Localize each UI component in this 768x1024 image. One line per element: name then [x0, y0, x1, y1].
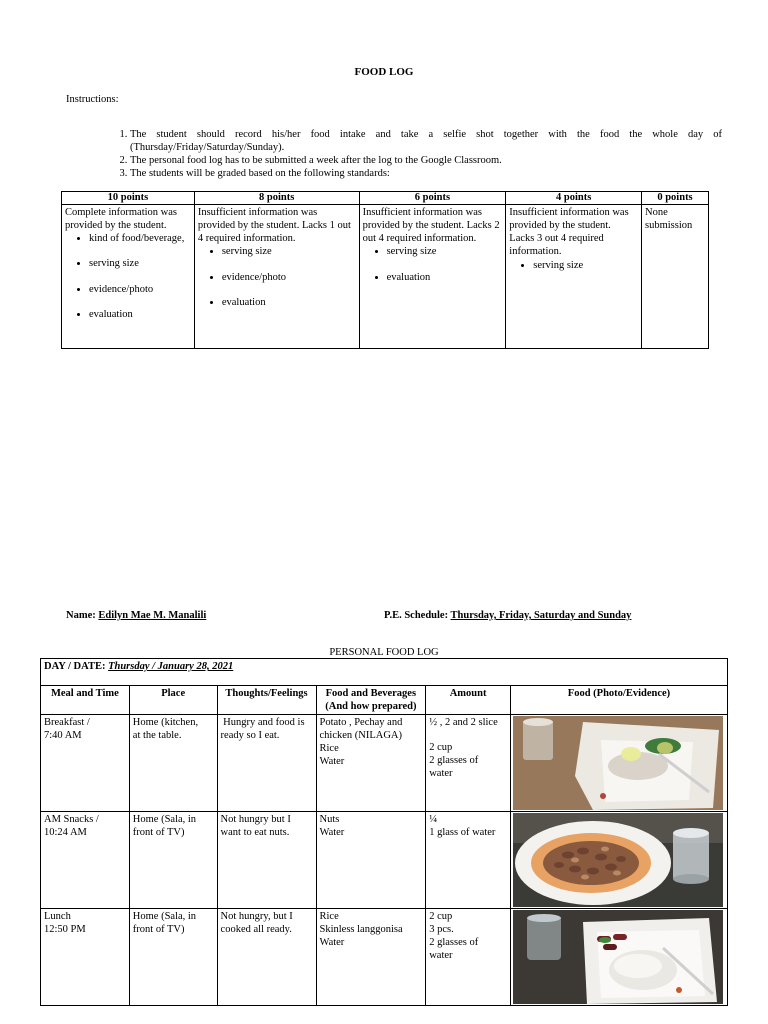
place-cell: [129, 715, 217, 812]
place-line: Home (kitchen,: [132, 717, 199, 728]
meal-time-cell: [41, 812, 130, 909]
rubric-criterion: • kind of food/beverage,: [89, 232, 191, 245]
lunch-photo: [513, 910, 723, 1004]
food-cell: [316, 909, 426, 1006]
table-row: [41, 715, 728, 812]
food-line: Rice: [319, 911, 339, 922]
document-title: FOOD LOG: [354, 66, 414, 78]
breakfast-photo-image: [513, 716, 723, 810]
meal-name: Breakfast /: [44, 717, 90, 728]
photo-cell: [510, 909, 727, 1006]
thoughts-line: Hungry and food is: [220, 717, 305, 728]
rubric-header: 0 points: [642, 192, 709, 205]
rubric-cell: [194, 205, 359, 349]
amount-line: water: [429, 768, 453, 780]
pe-schedule: Thursday, Friday, Saturday and Sunday: [450, 610, 632, 621]
amount-line: 2 glasses of: [429, 937, 479, 949]
amount-line: water: [429, 950, 453, 962]
meal-time: 12:50 PM: [44, 924, 86, 936]
instruction-item: 2. The personal food log has to be submitted a week after the log to the Google Classroom.: [130, 154, 722, 167]
rubric-cell: [506, 205, 642, 349]
food-line: Water: [319, 827, 345, 839]
student-name: Edilyn Mae M. Manalili: [98, 610, 207, 621]
photo-cell: [510, 812, 727, 909]
place-cell: [129, 812, 217, 909]
rubric-description: Insufficient information was provided by the student. Lacks 2 out 4 required information.: [362, 207, 500, 245]
pe-schedule-line: [384, 609, 631, 622]
rubric-header: 8 points: [194, 192, 359, 205]
meal-name: Lunch: [44, 911, 71, 922]
amount-line: ¼: [429, 814, 438, 825]
food-line: Water: [319, 937, 345, 949]
place-line: front of TV): [132, 924, 185, 936]
rubric-header: 10 points: [62, 192, 195, 205]
log-header: Food and Beverages (And how prepared): [316, 686, 426, 715]
amount-cell: [426, 812, 511, 909]
photo-cell: [510, 715, 727, 812]
rubric-criterion: • evaluation: [387, 271, 503, 284]
table-row: [41, 812, 728, 909]
rubric-criterion: • serving size: [533, 259, 638, 272]
rubric-criterion: • serving size: [89, 257, 191, 270]
amount-line: 1 glass of water: [429, 827, 496, 839]
rubric-criterion: • evidence/photo: [89, 283, 191, 296]
rubric-criterion: • evidence/photo: [222, 271, 356, 284]
log-header: Food (Photo/Evidence): [510, 686, 727, 715]
rubric-cell: [642, 205, 709, 349]
instruction-item: 1. The student should record his/her food intake and take a selfie shot together with the food the whole day of (Thursday/Friday/Saturday/Sunday).: [130, 128, 722, 154]
student-name-line: [66, 609, 206, 622]
food-cell: [316, 812, 426, 909]
instructions-list: [112, 128, 722, 181]
lunch-photo-image: [513, 910, 723, 1004]
place-line: at the table.: [132, 730, 182, 742]
schedule-label: P.E. Schedule:: [384, 610, 449, 621]
rubric-header: 6 points: [359, 192, 506, 205]
thoughts-cell: [217, 715, 316, 812]
rubric-criterion: • serving size: [387, 245, 503, 258]
food-line: Water: [319, 756, 345, 768]
rubric-criterion: • serving size: [222, 245, 356, 258]
rubric-criterion: • evaluation: [222, 296, 356, 309]
thoughts-line: cooked all ready.: [220, 924, 292, 936]
thoughts-cell: [217, 909, 316, 1006]
amount-line: 2 cup: [429, 742, 453, 754]
instruction-item: 3. The students will be graded based on the following standards:: [130, 167, 722, 180]
rubric-header: 4 points: [506, 192, 642, 205]
rubric-cell: [359, 205, 506, 349]
log-header: Meal and Time: [41, 686, 130, 715]
food-log-title: PERSONAL FOOD LOG: [329, 647, 439, 658]
snacks-photo-image: [513, 813, 723, 907]
food-line: chicken (NILAGA): [319, 730, 403, 742]
name-label: Name:: [66, 610, 96, 621]
place-line: front of TV): [132, 827, 185, 839]
personal-food-log-table: [40, 658, 728, 1006]
food-line: Skinless langgonisa: [319, 924, 403, 936]
day-date-label: DAY / DATE:: [44, 661, 106, 672]
amount-line: 2 glasses of: [429, 755, 479, 767]
grading-rubric-table: [61, 191, 709, 349]
amount-line: [429, 729, 507, 741]
meal-time-cell: [41, 715, 130, 812]
rubric-description: None submission: [645, 207, 693, 232]
log-header: Thoughts/Feelings: [217, 686, 316, 715]
thoughts-cell: [217, 812, 316, 909]
meal-time: 7:40 AM: [44, 730, 82, 742]
meal-name: AM Snacks /: [44, 814, 99, 825]
rubric-cell: [62, 205, 195, 349]
breakfast-photo: [513, 716, 723, 810]
meal-time-cell: [41, 909, 130, 1006]
table-row: [41, 909, 728, 1006]
food-line: Rice: [319, 743, 339, 755]
thoughts-line: want to eat nuts.: [220, 827, 290, 839]
meal-time: 10:24 AM: [44, 827, 87, 839]
place-cell: [129, 909, 217, 1006]
instructions-label: Instructions:: [66, 94, 119, 105]
log-header: Place: [129, 686, 217, 715]
place-line: Home (Sala, in: [132, 814, 197, 825]
day-date-value: Thursday / January 28, 2021: [108, 661, 234, 672]
rubric-description: Insufficient information was provided by the student. Lacks 3 out 4 required information.: [509, 207, 629, 258]
food-cell: [316, 715, 426, 812]
food-line: Potato , Pechay and: [319, 717, 403, 728]
rubric-description: Insufficient information was provided by the student. Lacks 1 out 4 required information.: [197, 207, 351, 245]
snacks-photo: [513, 813, 723, 907]
amount-cell: [426, 715, 511, 812]
thoughts-line: Not hungry, but I: [220, 911, 293, 922]
amount-line: 2 cup: [429, 911, 453, 922]
thoughts-line: ready so I eat.: [220, 730, 280, 742]
rubric-criterion: • evaluation: [89, 308, 191, 321]
log-header: Amount: [426, 686, 511, 715]
amount-cell: [426, 909, 511, 1006]
place-line: Home (Sala, in: [132, 911, 197, 922]
rubric-description: Complete information was provided by the student.: [65, 207, 177, 232]
amount-line: 3 pcs.: [429, 924, 454, 936]
amount-line: ½ , 2 and 2 slice: [429, 717, 498, 728]
day-date-cell: [41, 659, 728, 686]
food-line: Nuts: [319, 814, 340, 825]
thoughts-line: Not hungry but I: [220, 814, 291, 825]
